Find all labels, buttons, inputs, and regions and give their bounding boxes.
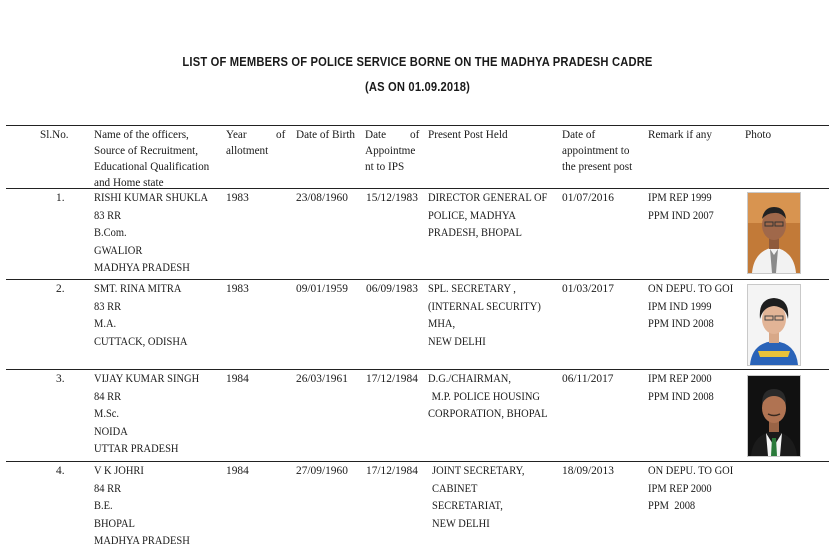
- header-slno: Sl.No.: [40, 129, 69, 141]
- document-date: (AS ON 01.09.2018): [364, 79, 471, 94]
- present-post-date: 06/11/2017: [562, 373, 614, 385]
- header-year: Year of allotment: [226, 129, 286, 157]
- present-post: SPL. SECRETARY , (INTERNAL SECURITY) MHA, NEW DELHI: [428, 283, 541, 348]
- remarks: IPM REP 2000 PPM IND 2008: [648, 373, 714, 403]
- row-slno: 2.: [56, 283, 65, 295]
- officer-details: SMT. RINA MITRA 83 RR M.A. CUTTACK, ODISHA: [94, 283, 188, 348]
- officer-details: RISHI KUMAR SHUKLA 83 RR B.Com. GWALIOR MADHYA PRADESH: [94, 192, 209, 275]
- date-of-appointment: 17/12/1984: [366, 373, 418, 385]
- date-of-appointment: 17/12/1984: [366, 465, 418, 477]
- header-name: Name of the officers, Source of Recruitment, Educational Qualification and Home state: [94, 129, 210, 189]
- present-post: JOINT SECRETARY, CABINET SECRETARIAT, NEW DELHI: [432, 465, 525, 530]
- portrait-image: [748, 285, 800, 365]
- present-post-date: 18/09/2013: [562, 465, 614, 477]
- row-slno: 1.: [56, 192, 65, 204]
- header-dop: Date of appointment to the present post: [562, 129, 633, 173]
- date-of-appointment: 15/12/1983: [366, 192, 418, 204]
- row-slno: 3.: [56, 373, 65, 385]
- officer-photo: [747, 192, 801, 274]
- table-top-rule: [6, 125, 829, 126]
- date-of-birth: 09/01/1959: [296, 283, 348, 295]
- date-of-birth: 27/09/1960: [296, 465, 348, 477]
- header-remark: Remark if any: [648, 129, 712, 141]
- allotment-year: 1983: [226, 283, 249, 295]
- portrait-image: [748, 193, 800, 273]
- header-photo: Photo: [745, 129, 772, 141]
- remarks: IPM REP 1999 PPM IND 2007: [648, 192, 714, 222]
- remarks: ON DEPU. TO GOI IPM IND 1999 PPM IND 2008: [648, 283, 734, 331]
- officer-details: V K JOHRI 84 RR B.E. BHOPAL MADHYA PRADESH: [94, 465, 190, 548]
- remarks: ON DEPU. TO GOI IPM REP 2000 PPM 2008: [648, 465, 734, 513]
- officer-photo: [747, 284, 801, 366]
- row-rule: [6, 279, 829, 280]
- allotment-year: 1984: [226, 373, 249, 385]
- row-rule: [6, 461, 829, 462]
- header-doa: Date of Appointme nt to IPS: [365, 129, 420, 173]
- header-post: Present Post Held: [428, 129, 508, 141]
- present-post-date: 01/03/2017: [562, 283, 614, 295]
- row-rule: [6, 369, 829, 370]
- present-post: DIRECTOR GENERAL OF POLICE, MADHYA PRADESH, BHOPAL: [428, 192, 548, 240]
- date-of-appointment: 06/09/1983: [366, 283, 418, 295]
- date-of-birth: 26/03/1961: [296, 373, 348, 385]
- officer-details: VIJAY KUMAR SINGH 84 RR M.Sc. NOIDA UTTAR PRADESH: [94, 373, 200, 456]
- allotment-year: 1984: [226, 465, 249, 477]
- officer-photo: [747, 375, 801, 457]
- header-dob: Date of Birth: [296, 129, 356, 141]
- present-post-date: 01/07/2016: [562, 192, 614, 204]
- allotment-year: 1983: [226, 192, 249, 204]
- portrait-image: [748, 376, 800, 456]
- present-post: D.G./CHAIRMAN, M.P. POLICE HOUSING CORPORATION, BHOPAL: [428, 373, 548, 421]
- date-of-birth: 23/08/1960: [296, 192, 348, 204]
- document-title: LIST OF MEMBERS OF POLICE SERVICE BORNE ON THE MADHYA PRADESH CADRE: [182, 54, 653, 69]
- row-slno: 4.: [56, 465, 65, 477]
